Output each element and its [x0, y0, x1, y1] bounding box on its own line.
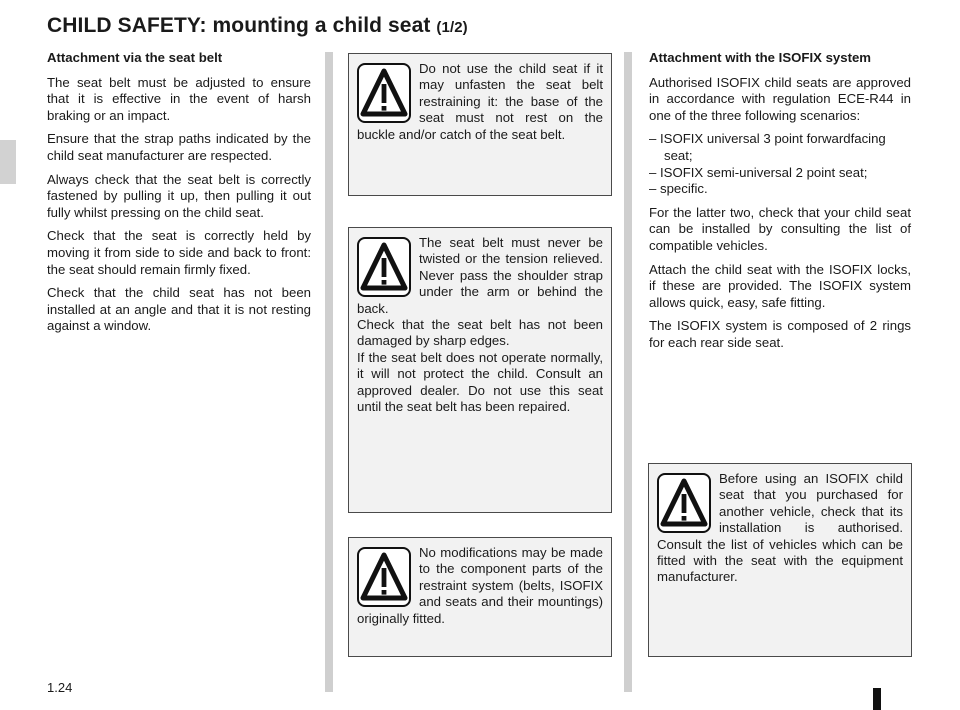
- warning-triangle-icon: [357, 547, 411, 607]
- right-column-heading: Attachment with the ISOFIX system: [649, 50, 872, 65]
- page-corner-mark: [873, 688, 881, 710]
- warning-text: The seat belt must never be twisted or the tension relieved. Never pass the shoulder strap under the arm or behind the back.: [357, 235, 603, 316]
- column-divider-right: [624, 52, 632, 692]
- warning-text: Check that the seat belt has not been damaged by sharp edges.: [357, 317, 603, 349]
- right-paragraph: Attach the child seat with the ISOFIX locks, if these are provided. The ISOFIX system allows quick, easy, safe fitting.: [649, 261, 911, 310]
- warning-text: Before using an ISOFIX child seat that you purchased for another vehicle, check that its installation is authorised. Consult the list of vehicles which can be fitted with the seat with the equipment manufacturer.: [657, 471, 903, 585]
- left-column-heading: Attachment via the seat belt: [47, 50, 223, 65]
- warning-text: If the seat belt does not operate normally, it will not protect the child. Consult an approved dealer. Do not use this seat until the seat belt has been repaired.: [357, 349, 603, 415]
- warning-box-belt-twisted: [348, 227, 612, 513]
- list-item: – ISOFIX semi-universal 2 point seat;: [649, 164, 868, 180]
- right-column: [649, 50, 911, 359]
- left-paragraph: Always check that the seat belt is correctly fastened by pulling it up, then pulling it out fully whilst pressing on the child seat.: [47, 171, 311, 220]
- warning-text: Do not use the child seat if it may unfasten the seat belt restraining it: the base of the seat must not rest on the buckle and/or catch of the seat belt.: [357, 61, 603, 142]
- warning-box-no-modifications: [348, 537, 612, 657]
- isofix-scenario-list: [649, 131, 911, 197]
- column-divider-left: [325, 52, 333, 692]
- warning-box-belt-buckle: [348, 53, 612, 196]
- list-item: – specific.: [649, 181, 708, 197]
- left-paragraph: Ensure that the strap paths indicated by the child seat manufacturer are respected.: [47, 131, 311, 163]
- right-paragraph: For the latter two, check that your child seat can be installed by consulting the list of compatible vehicles.: [649, 204, 911, 253]
- warning-triangle-icon: [357, 63, 411, 123]
- warning-box-isofix-compatibility: [648, 463, 912, 657]
- right-paragraph: The ISOFIX system is composed of 2 rings for each rear side seat.: [649, 318, 911, 350]
- page-title-text: CHILD SAFETY: mounting a child seat: [47, 14, 431, 37]
- warning-triangle-icon: [657, 473, 711, 533]
- warning-text: No modifications may be made to the component parts of the restraint system (belts, ISOFIX and seats and their mountings) originally fitted.: [357, 545, 603, 626]
- list-item: – ISOFIX universal 3 point forwardfacing seat;: [649, 131, 886, 163]
- page-title-suffix: (1/2): [436, 19, 468, 36]
- left-paragraph: Check that the child seat has not been installed at an angle and that it is not resting against a window.: [47, 285, 311, 334]
- left-paragraph: The seat belt must be adjusted to ensure that it is effective in the event of harsh braking or an impact.: [47, 74, 311, 123]
- right-intro: Authorised ISOFIX child seats are approved in accordance with regulation ECE-R44 in one of the three following scenarios:: [649, 74, 911, 123]
- section-tab: [0, 140, 16, 184]
- left-column: [47, 50, 311, 342]
- warning-triangle-icon: [357, 237, 411, 297]
- left-paragraph: Check that the seat is correctly held by moving it from side to side and back to front: the seat should remain firmly fixed.: [47, 228, 311, 277]
- page-title: [47, 14, 468, 38]
- page-number: 1.24: [47, 680, 73, 695]
